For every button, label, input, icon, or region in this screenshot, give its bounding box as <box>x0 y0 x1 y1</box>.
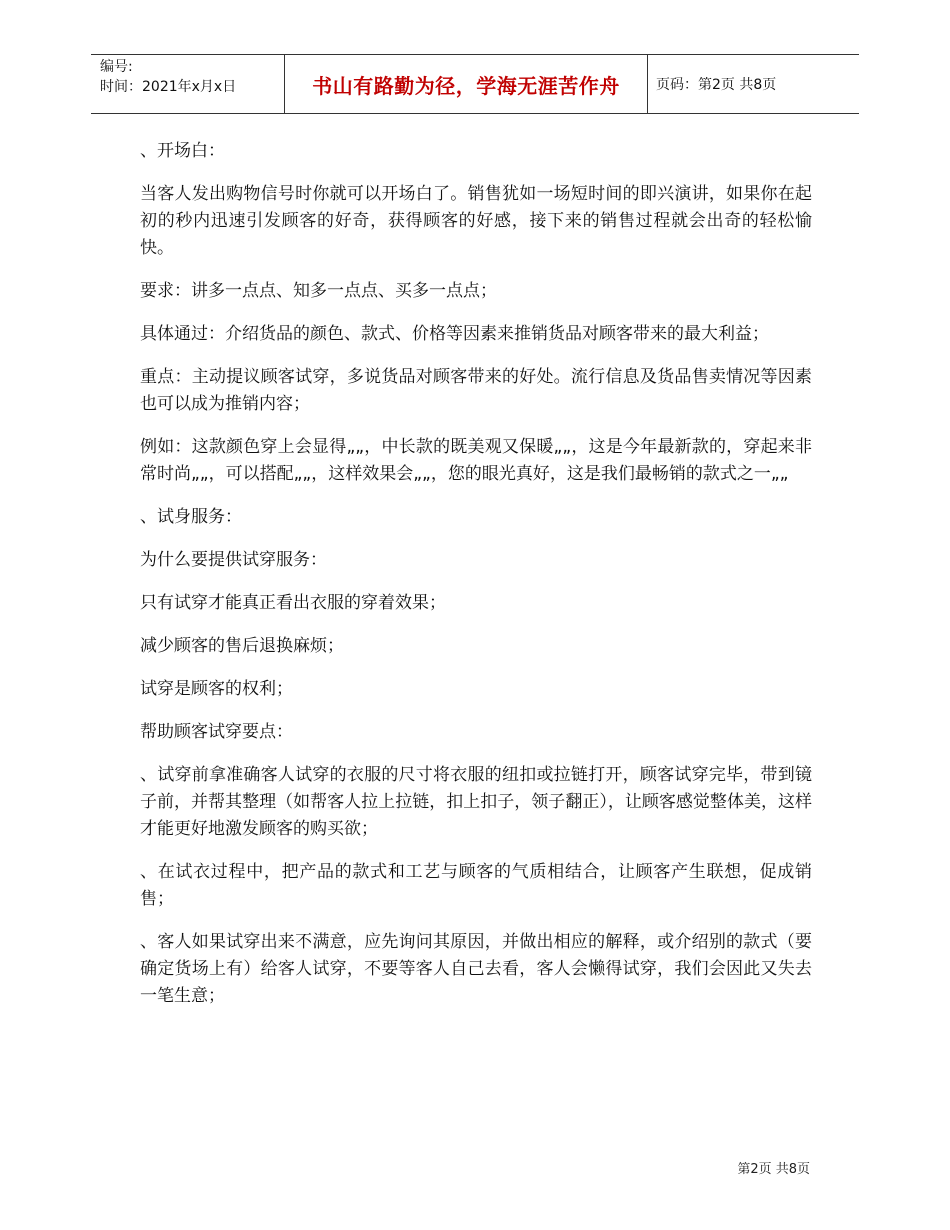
paragraph: 具体通过：介绍货品的颜色、款式、价格等因素来推销货品对顾客带来的最大利益； <box>140 324 769 344</box>
paragraph: 为什么要提供试穿服务： <box>140 550 327 570</box>
header-page-info: 页码：第2页 共8页 <box>656 77 777 93</box>
header-meta <box>91 55 284 113</box>
page-header <box>91 54 859 114</box>
paragraph: 、试身服务： <box>140 507 242 527</box>
paragraph: 、在试衣过程中，把产品的款式和工艺与顾客的气质相结合，让顾客产生联想，促成销售； <box>140 862 812 909</box>
paragraph: 减少顾客的售后退换麻烦； <box>140 636 344 656</box>
paragraph: 要求：讲多一点点、知多一点点、买多一点点； <box>140 281 497 301</box>
document-body <box>140 138 812 1026</box>
header-time-label: 时间：2021年x月x日 <box>100 79 237 95</box>
paragraph: 、客人如果试穿出来不满意，应先询问其原因，并做出相应的解释，或介绍别的款式（要确定货场上有）给客人试穿，不要等客人自己去看，客人会懒得试穿，我们会因此又失去一笔生意； <box>140 932 812 1006</box>
paragraph: 、开场白： <box>140 141 225 161</box>
paragraph: 、试穿前拿准确客人试穿的衣服的尺寸将衣服的纽扣或拉链打开，顾客试穿完毕，带到镜子前，并帮其整理（如帮客人拉上拉链，扣上扣子，领子翻正），让顾客感觉整体美，这样才能更好地激发顾客的购买欲； <box>140 765 812 839</box>
header-number-label: 编号: <box>100 59 133 75</box>
paragraph: 例如：这款颜色穿上会显得„„，中长款的既美观又保暖„„，这是今年最新款的，穿起来非常时尚„„，可以搭配„„，这样效果会„„，您的眼光真好，这是我们最畅销的款式之一„„ <box>140 437 812 484</box>
paragraph: 帮助顾客试穿要点： <box>140 722 293 742</box>
page-footer: 第2页 共8页 <box>737 1162 810 1177</box>
header-motto: 书山有路勤为径，学海无涯苦作舟 <box>284 55 648 113</box>
paragraph: 重点：主动提议顾客试穿，多说货品对顾客带来的好处。流行信息及货品售卖情况等因素也可以成为推销内容； <box>140 367 812 414</box>
paragraph: 试穿是顾客的权利； <box>140 679 293 699</box>
paragraph: 当客人发出购物信号时你就可以开场白了。销售犹如一场短时间的即兴演讲，如果你在起初的秒内迅速引发顾客的好奇，获得顾客的好感，接下来的销售过程就会出奇的轻松愉快。 <box>140 184 812 258</box>
paragraph: 只有试穿才能真正看出衣服的穿着效果； <box>140 593 446 613</box>
